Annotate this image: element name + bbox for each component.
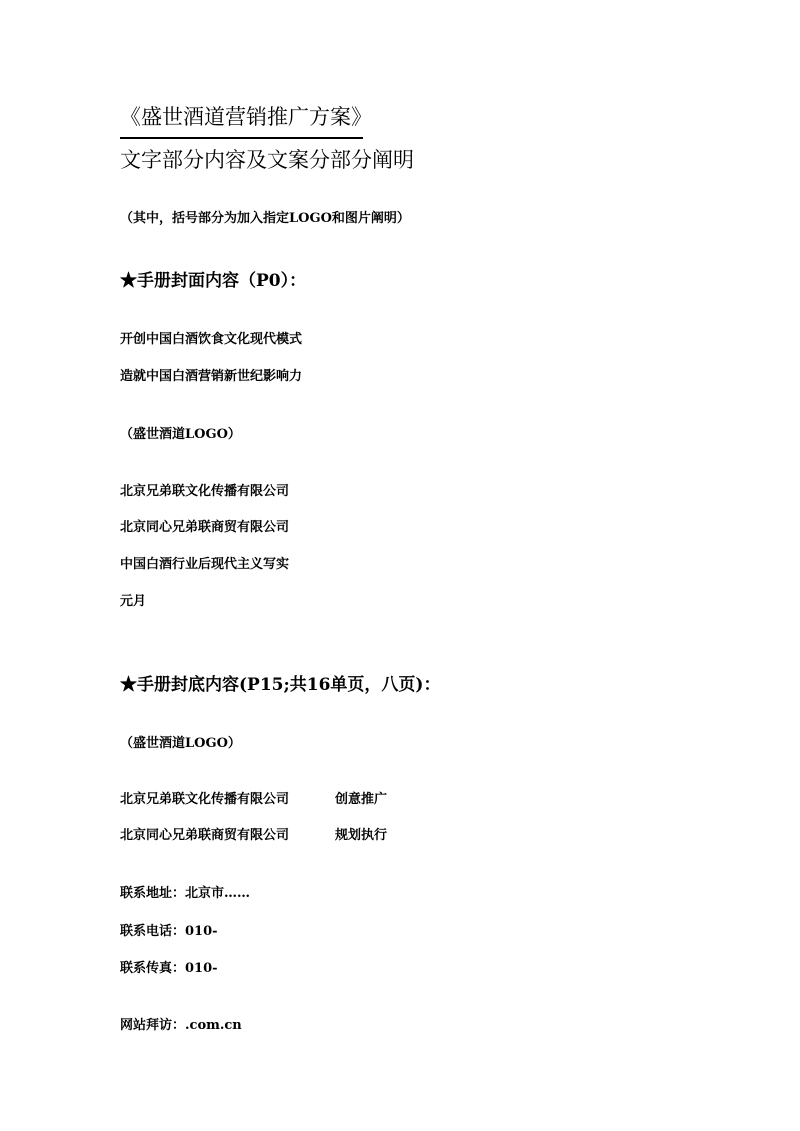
cover-logo-note: （盛世酒道LOGO） [120, 427, 241, 442]
cover-line: 元月 [120, 594, 147, 609]
company-name: 北京兄弟联文化传播有限公司 [120, 792, 290, 807]
company-name: 北京同心兄弟联商贸有限公司 [120, 828, 290, 843]
back-logo-note: （盛世酒道LOGO） [120, 736, 241, 751]
cover-line: 开创中国白酒饮食文化现代模式 [120, 332, 303, 347]
contact-phone: 联系电话：010- [120, 924, 218, 939]
title-underline [120, 137, 363, 139]
back-heading: ★手册封底内容(P15;共16单页，八页)： [120, 675, 441, 695]
contact-website: 网站拜访：.com.cn [120, 1018, 242, 1033]
cover-heading: ★手册封面内容（P0）： [120, 271, 307, 291]
cover-line: 北京兄弟联文化传播有限公司 [120, 484, 290, 499]
contact-fax: 联系传真：010- [120, 961, 218, 976]
bracket-note: （其中，括号部分为加入指定LOGO和图片阐明） [120, 211, 410, 226]
contact-address: 联系地址：北京市…… [120, 886, 251, 901]
document-title: 《盛世酒道营销推广方案》 [120, 105, 372, 129]
document-subtitle: 文字部分内容及文案分部分阐明 [120, 148, 414, 172]
cover-line: 中国白酒行业后现代主义写实 [120, 557, 290, 572]
company-role: 创意推广 [335, 792, 388, 807]
cover-line: 北京同心兄弟联商贸有限公司 [120, 520, 290, 535]
cover-line: 造就中国白酒营销新世纪影响力 [120, 369, 303, 384]
company-role: 规划执行 [335, 828, 388, 843]
